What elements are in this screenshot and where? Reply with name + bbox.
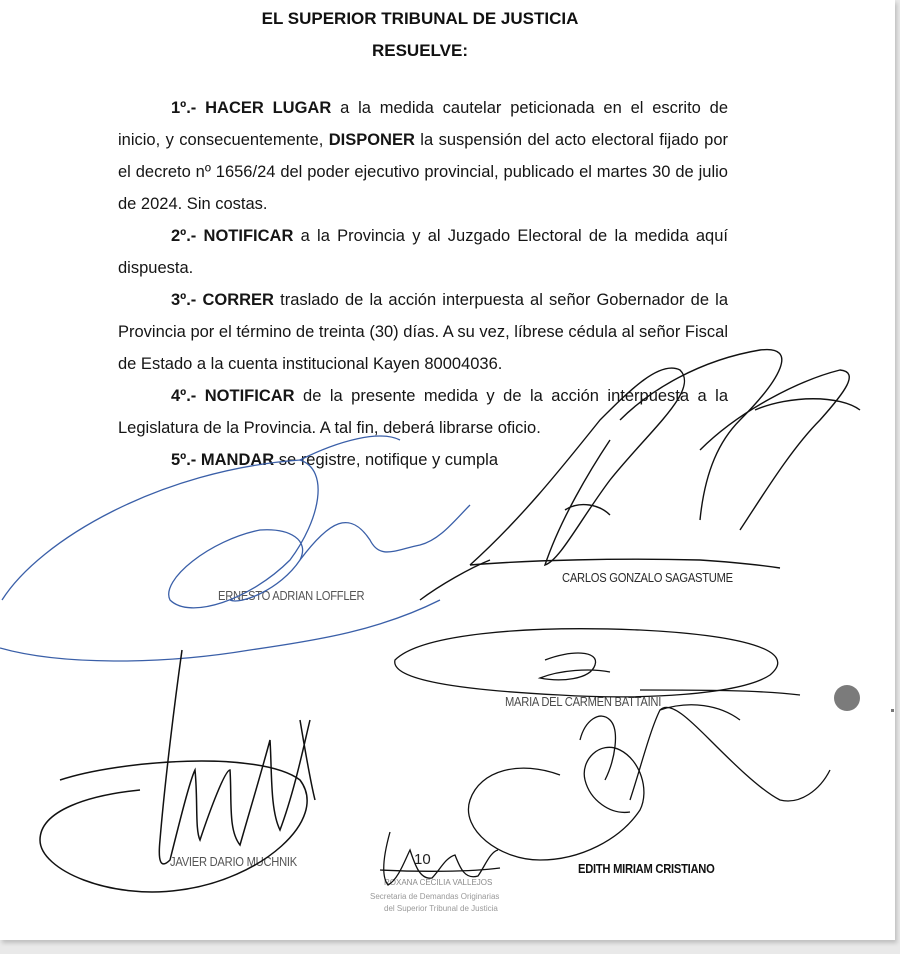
resolution-point-4 [118,380,728,444]
stamp-number: 10 [414,851,431,868]
stamp-court: del Superior Tribunal de Justicia [384,904,498,913]
signature-cristiano-mark [468,705,830,860]
resolution-point-5 [118,444,728,476]
point-number: 2º.- [171,227,197,245]
point-number: 1º.- [171,99,197,117]
point-text: se registre, notifique y cumpla [274,451,498,469]
point-text-continued: la suspensión del acto electoral fijado por el decreto nº 1656/24 del poder ejecutivo provincial, publicado el martes 30 de julio de 2024. Sin costas. [118,131,728,213]
signature-name-loffler: ERNESTO ADRIAN LOFFLER [218,588,365,603]
resolution-point-2 [118,220,728,284]
point-verb: NOTIFICAR [203,227,294,245]
point-number: 4º.- [171,387,197,405]
signature-name-battaini: MARIA DEL CARMEN BATTAINI [505,694,662,709]
point-number: 3º.- [171,291,197,309]
point-text: de la presente medida y de la acción interpuesta a la Legislatura de la Provincia. A tal fin, deberá librarse oficio. [118,387,728,437]
point-text: traslado de la acción interpuesta al señor Gobernador de la Provincia por el término de treinta (30) días. A su vez, líbrese cédula al señor Fiscal de Estado a la cuenta institucional Kayen 80004036. [118,291,728,373]
recording-dot-icon [834,685,860,711]
point-verb: MANDAR [200,451,275,469]
point-verb: HACER LUGAR [205,99,332,117]
signature-name-muchnik: JAVIER DARIO MUCHNIK [170,854,297,869]
stamp-name: ROXANA CECILIA VALLEJOS [384,878,493,887]
resolution-heading: RESUELVE: [371,41,469,60]
signature-name-cristiano: EDITH MIRIAM CRISTIANO [578,861,715,876]
signature-name-sagastume: CARLOS GONZALO SAGASTUME [562,570,733,585]
page-mark [891,709,894,712]
point-text: a la Provincia y al Juzgado Electoral de la medida aquí dispuesta. [118,227,728,277]
resolution-point-1 [118,92,728,220]
point-text: a la medida cautelar peticionada en el escrito de inicio, y consecuentemente, [118,99,728,149]
resolution-point-3 [118,284,728,380]
point-verb: CORRER [202,291,274,309]
point-verb: NOTIFICAR [204,387,295,405]
point-number: 5º.- [171,451,197,469]
signature-battaini-mark [395,629,800,697]
point-verb-secondary: DISPONER [328,131,415,149]
court-title: EL SUPERIOR TRIBUNAL DE JUSTICIA [261,9,579,28]
stamp-role: Secretaria de Demandas Originarias [370,892,500,901]
